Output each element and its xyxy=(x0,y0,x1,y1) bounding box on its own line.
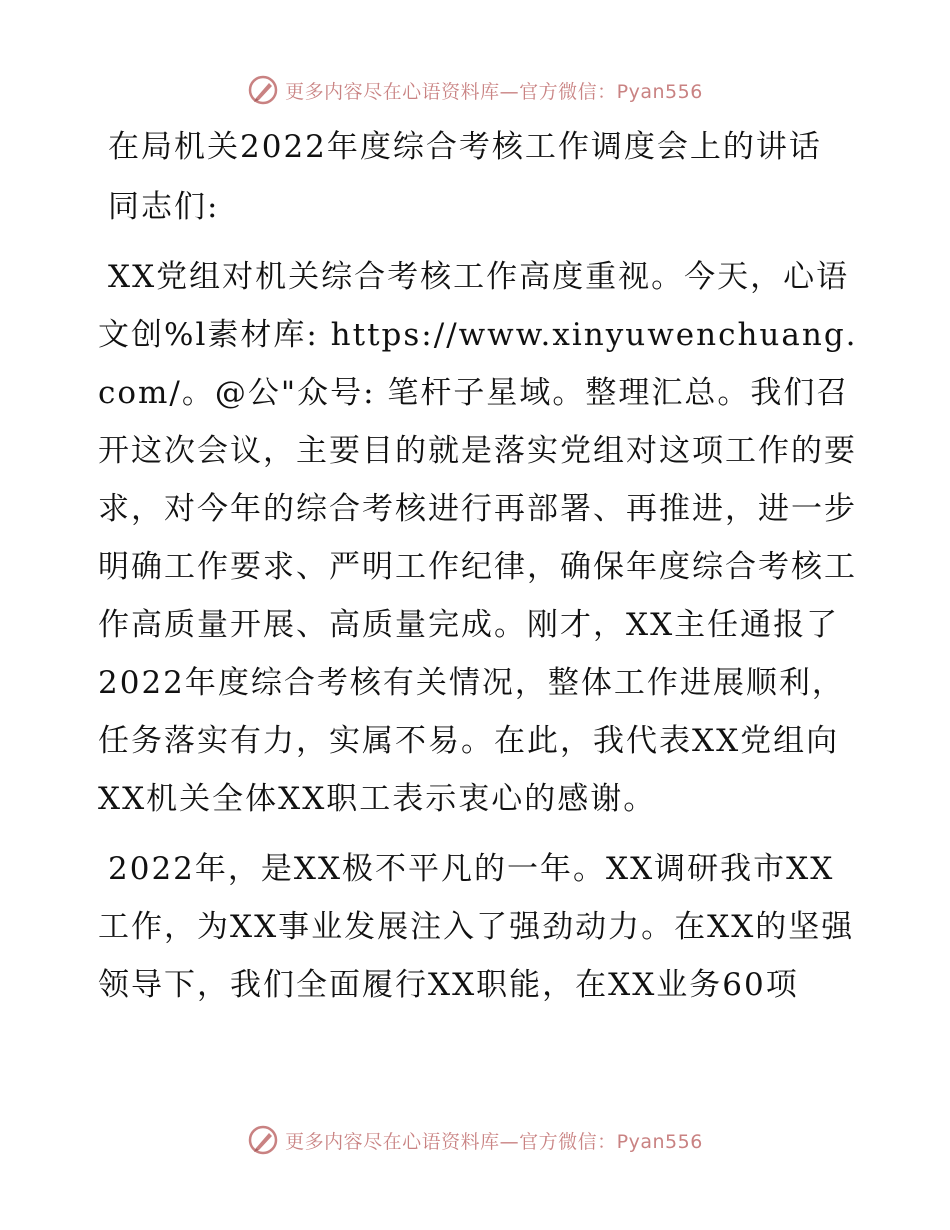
header-watermark xyxy=(0,70,950,110)
salutation: 同志们: xyxy=(108,189,220,225)
paragraph-1: XX党组对机关综合考核工作高度重视。今天，心语文创%l素材库: https://www.xinyuwenchuang.com/。@公"众号: 笔杆子星域。整理汇总。我们召开这次会议，主要目的就是落实党组对这项工作的要求，对今年的综合考核进行再部署、再推进，进一步明确工作要求、严明工作纪律，确保年度综合考核工作高质量开展、高质量完成。刚才，XX主任通报了2022年度综合考核有关情况，整体工作进展顺利，任务落实有力，实属不易。在此，我代表XX党组向XX机关全体XX职工表示衷心的感谢。 xyxy=(98,259,858,817)
paragraph-2: 2022年，是XX极不平凡的一年。XX调研我市XX工作，为XX事业发展注入了强劲动力。在XX的坚强领导下，我们全面履行XX职能，在XX业务60项 xyxy=(98,851,855,1003)
header-watermark-text: 更多内容尽在心语资料库—官方微信：Pyan556 xyxy=(285,80,703,103)
pen-logo-icon xyxy=(247,74,279,106)
document-body xyxy=(98,118,858,1014)
footer-watermark-text: 更多内容尽在心语资料库—官方微信：Pyan556 xyxy=(285,1130,703,1153)
document-title: 在局机关2022年度综合考核工作调度会上的讲话 xyxy=(108,129,822,165)
pen-logo-icon xyxy=(247,1124,279,1156)
footer-watermark xyxy=(0,1120,950,1160)
